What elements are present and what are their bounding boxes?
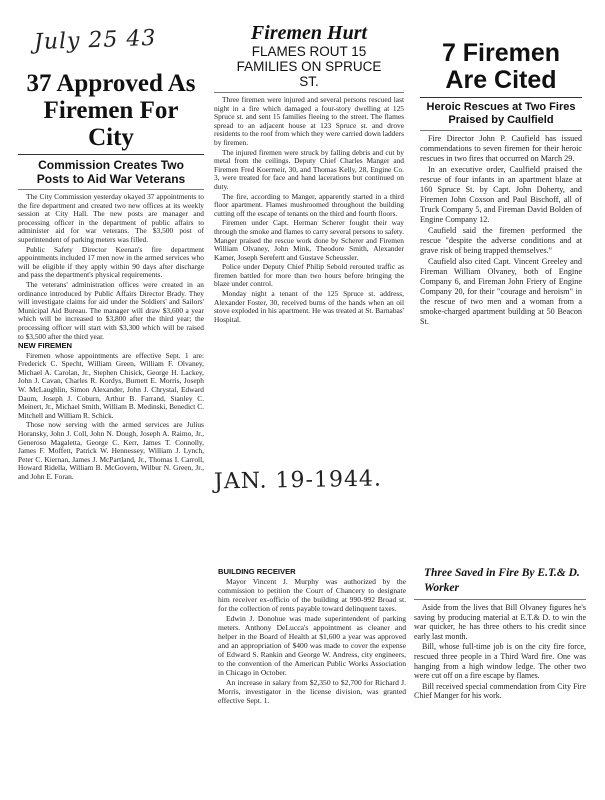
paragraph: The fire, according to Manger, apparently started in a third floor apartment. Flames mushroomed throughout the building cutting off the escape of tenants on the third and fourth floors. [214,191,404,218]
paragraph: In an executive order, Caulfield praised the rescue of four infants in an apartment blaze at 160 Spruce St. by Capt. John Doherty, and Firemen John Coxson and Paul Bischoff, all of Truck Company 5, and Fireman David Bolden of Engine Company 12. [420,165,582,224]
divider [18,189,204,190]
article-bottom-right-body [414,603,586,701]
article-left [18,70,204,795]
paragraph: Police under Deputy Chief Philip Sebold rerouted traffic as firemen battled for more than two hours before bringing the blaze under control. [214,262,404,289]
paragraph: Bill, whose full-time job is on the city fire force, rescued three people in a Third Ward fire. One was hanging from a high window ledge. The other two were cut off on a fire escape by flames. [414,642,586,681]
paragraph: Three firemen were injured and several persons rescued last night in a fire which damaged a four-story dwelling at 125 Spruce st. and sent 15 families fleeing to the street. The flames spread to an adjacent house at 123 Spruce st. and drove residents to the roof from which they were carried down ladders by firemen. [214,95,404,147]
paragraph: Caufield said the firemen performed the rescue "despite the adverse conditions and at grave risk of being trapped themselves." [420,226,582,255]
divider [18,154,204,155]
article-left-deck: Commission Creates Two Posts to Aid War Veterans [36,158,186,186]
handwritten-date-top: July 25 43 [33,25,157,56]
divider [420,130,582,131]
divider [420,97,582,98]
article-left-subhead: NEW FIREMEN [18,341,72,351]
article-right-body [420,134,582,327]
paragraph: Edwin J. Donohue was made superintendent of parking meters. Anthony DeLucca's appointment as cleaner and helper in the Board of Health at $1,600 a year was approved and an appropriation of $400 was made to cover the expense of Edward S. Rankin and George W. Andress, city engineers, to the convention of the American Public Works Association in Chicago in October. [218,614,406,677]
paragraph: Those now serving with the armed services are Julius Horansky, John J. Coll, John N. Dough, Joseph A. Raimo, Jr., Generoso Magaletta, George C. Kerr, James T. Connolly, James F. Moffett, Patrick W. Hennessey, William J. Lynch, Peter C. Kiernan, James J. McPartland, Jr., Thomas I. Carroll, Howard Ridella, William B. McGovern, Wilbur N. Green, Jr., and John E. Foran. [18,420,204,481]
article-bottom-right-headline: Three Saved in Fire By E.T.& D. Worker [424,567,580,594]
paragraph: The veterans' administration offices were created in an ordinance introduced by Public Affairs Director Brady. They will investigate claims for aid under the Soldiers' and Sailors' Municipal Aid Bureau. The manager will draw $3,600 a year which will be increased to $3,800 after the third year; the processing officer will start with $3,300 which will be raised to $3,500 after the third year. [18,279,204,341]
article-left-headline: 37 Approved As Firemen For City [26,70,196,151]
paragraph: Aside from the lives that Bill Olvaney figures he's saving by producing material at E.T.& D. to win the war quicker, he has three others to his credit since early last month. [414,603,586,641]
paragraph: Fire Director John P. Caufield has issued commendations to seven firemen for their heroic rescues in two fires that occurred on March 29. [420,134,582,163]
building-body [218,577,406,705]
paragraph: An increase in salary from $2,350 to $2,700 for Richard J. Morris, investigator in the license division, was granted effective Sept. 1. [218,678,406,705]
paragraph: Firemen under Capt. Herman Scherer fought their way through the smoke and flames to carry several persons to safety. Manger praised the rescue work done by Scherer and Firemen William Olvaney, John Mink, Theodore Smith, Alexander Kamer, Joseph Serefertt and Gustave Scheussler. [214,218,404,262]
article-right [420,40,582,450]
article-right-deck: Heroic Rescues at Two Fires Praised by Caulfield [426,101,576,126]
article-bottom-right [414,566,586,716]
article-middle-body [214,96,404,324]
paragraph: Caufield also cited Capt. Vincent Greeley and Fireman William Olvaney, both of Engine Company 6, and Fireman John Friery of Engine Company 20, for their "courage and heroism" in the rescue of two men and a woman from a smoke-charged apartment building at 50 Beacon St. [420,257,582,326]
paragraph: Bill received special commendation from City Fire Chief Manger for his work. [414,681,586,701]
article-left-body [18,193,204,482]
paragraph: The City Commission yesterday okayed 37 appointments to the fire department and created two new offices at its weekly session at City Hall. The new posts are manager and processing officer in the department of public affairs to administer aid for war veterans. The $3,500 post of superintendent of parking meters was filled. [18,192,204,244]
article-right-headline: 7 Firemen Are Cited [441,40,561,94]
article-middle-headline: Firemen Hurt [250,22,368,44]
paragraph: Public Safety Director Keenan's fire department appointments included 17 men now in the armed services who will be eligible if they apply within 90 days after discharge and pass the department's physical requirements. [18,244,204,280]
divider [214,92,404,93]
article-middle-deck: FLAMES ROUT 15 FAMILIES ON SPRUCE ST. [236,44,382,89]
paragraph: Monday night a tenant of the 125 Spruce st. address, Alexander Foster, 30, received burns of the hands when an oil stove exploded in his apartment. He was treated at St. Barnabas' Hospital. [214,289,404,324]
article-middle [214,22,404,448]
divider [414,599,586,600]
paragraph: The injured firemen were struck by falling debris and cut by metal from the ceilings. Deputy Chief Charles Manger and Firemen Fred Koermeir, 30, and Thomas Kelly, 28, Engine Co. 3, were treated for face and hand lacerations but continued on duty. [214,147,404,191]
building-subhead: BUILDING RECEIVER [218,567,296,576]
article-building-receiver [218,566,406,798]
handwritten-date-bottom: JAN. 19-1944. [213,466,383,495]
paragraph: Firemen whose appointments are effective Sept. 1 are: Frederick C. Specht, William Green, William F. Olvaney, Michael A. Carolan, Jr., Stephen Chisick, George H. Lackey, John J. Cavan, Charles R. Kordys, Burnett E. Morris, Joseph W. McLaughlin, Simon Alexander, John J. Chrystal, Edward Daum, Joseph J. Coburn, Arthur B. Farrand, Stanley C. Meinert, Jr., Michael Smith, William B. Medinski, Benedict C. Mitchell and William R. Schick. [18,350,204,420]
paragraph: Mayor Vincent J. Murphy was authorized by the commission to petition the Court of Chancery to designate him receiver ex-officio of the building at 990-992 Broad st. for the collection of rents payable toward delinquent taxes. [218,577,406,613]
